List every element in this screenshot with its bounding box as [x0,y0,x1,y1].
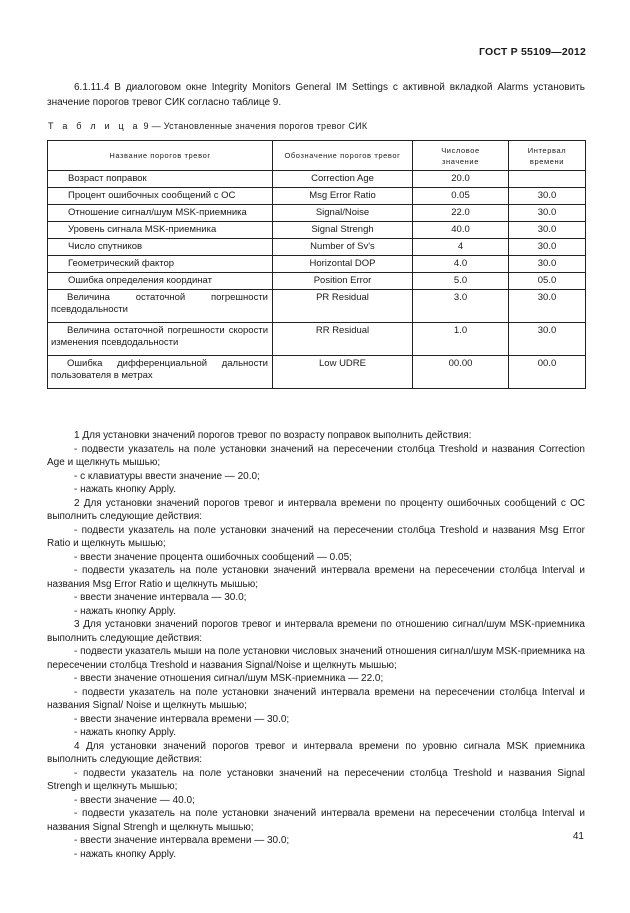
row-value: 1.0 [413,323,509,356]
row-name [48,290,273,323]
row-interval: 30.0 [509,239,586,256]
step-paragraph: - с клавиатуры ввести значение — 20.0; [74,470,260,482]
row-value: 20.0 [413,171,509,188]
step-paragraph: - подвести указатель на поле установки значений интервала времени на пересечении столбца Interval и названия Msg Error Ratio и щелкнуть мышью; [47,565,585,590]
intro-paragraph [47,80,585,110]
table-row [48,356,586,389]
table-row [48,256,586,273]
page-number: 41 [572,831,584,842]
table-caption-prefix: Т а б л и ц а [48,121,141,131]
table-caption [48,121,367,131]
step-paragraph: - ввести значение интервала — 30.0; [74,592,247,603]
row-designation: Horizontal DOP [273,256,413,273]
row-designation: RR Residual [273,323,413,356]
header-numeric: Числовое значение [413,141,509,171]
step-paragraph: - подвести указатель на поле установки значений на пересечении столбца Treshold и названия Msg Error Ratio и щелкнуть мышью; [47,524,585,549]
step-paragraph: - нажать кнопку Apply. [74,484,176,495]
step-paragraph: 4 Для установки значений порогов тревог и интервала времени по уровню сигнала MSK приемника выполнить следующие действия: [47,740,585,765]
row-designation: Signal Strengh [273,222,413,239]
step-paragraph: 2 Для установки значений порогов тревог и интервала времени по проценту ошибочных сообщений с ОС выполнить следующие действия: [47,497,585,522]
intro-text: 6.1.11.4 В диалоговом окне Integrity Monitors General IM Settings с активной вкладкой Alarms установить значение порогов тревог СИК согласно таблице 9. [47,82,585,108]
standard-number: ГОСТ Р 55109—2012 [478,46,586,58]
row-value: 22.0 [413,205,509,222]
table-row [48,188,586,205]
step-paragraph: - ввести значение интервала времени — 30.0; [74,835,290,846]
row-interval [509,171,586,188]
step-paragraph: - подвести указатель на поле установки значений интервала времени на пересечении столбца Interval и названия Signal Strengh и щелкнуть мышью; [47,808,585,833]
row-name-text: Величина остаточной погрешности псевдодальности [51,292,268,315]
row-designation: Number of Sv's [273,239,413,256]
row-name-text: Величина остаточной погрешности скорости изменения псевдодальности [51,325,268,348]
row-designation: Msg Error Ratio [273,188,413,205]
row-value: 0.05 [413,188,509,205]
row-interval: 30.0 [509,290,586,323]
header-designation: Обозначение порогов тревог [273,141,413,171]
row-name: Ошибка определения координат [48,273,273,290]
thresholds-table [47,140,586,389]
table-row [48,239,586,256]
step-paragraph: - нажать кнопку Apply. [74,605,176,617]
row-interval: 30.0 [509,188,586,205]
table-row [48,171,586,188]
step-paragraph: - ввести значение отношения сигнал/шум MSK-приемника — 22.0; [74,673,384,684]
row-name: Процент ошибочных сообщений с ОС [48,188,273,205]
table-row [48,273,586,290]
row-designation: Correction Age [273,171,413,188]
header-interval: Интервал времени [509,141,586,171]
row-interval: 00.0 [509,356,586,389]
table-row [48,323,586,356]
instruction-steps [47,429,585,861]
table-row [48,290,586,323]
row-interval: 05.0 [509,273,586,290]
step-paragraph: - нажать кнопку Apply. [74,727,176,738]
table-caption-text: 9 — Установленные значения порогов тревог СИК [143,121,368,131]
row-designation: PR Residual [273,290,413,323]
row-value: 00.00 [413,356,509,389]
row-name: Возраст поправок [48,171,273,188]
step-paragraph: - подвести указатель на поле установки значений на пересечении столбца Treshold и названия Correction Age и щелкнуть мышью; [47,443,585,468]
row-interval: 30.0 [509,205,586,222]
row-value: 4 [413,239,509,256]
row-interval: 30.0 [509,256,586,273]
row-name: Уровень сигнала MSK-приемника [48,222,273,239]
header-name: Название порогов тревог [48,141,273,171]
row-name: Геометрический фактор [48,256,273,273]
step-paragraph: - ввести значение процента ошибочных сообщений — 0.05; [74,551,352,563]
step-paragraph: - подвести указатель на поле установки значений на пересечении столбца Treshold и названия Signal Strengh и щелкнуть мышью; [47,767,585,792]
row-interval: 30.0 [509,323,586,356]
row-name [48,323,273,356]
row-designation: Low UDRE [273,356,413,389]
step-paragraph: - подвести указатель мыши на поле установки числовых значений отношения сигнал/шум MSK-приемника на пересечении столбца Treshold и названия Signal/Noise и щелкнуть мышью; [47,646,585,671]
step-paragraph: - подвести указатель на поле установки значений интервала времени на пересечении столбца Interval и названия Signal/ Noise и щелкнуть мышью; [47,686,585,711]
table-row [48,205,586,222]
step-paragraph: - ввести значение — 40.0; [74,794,195,806]
step-paragraph: - нажать кнопку Apply. [74,848,176,860]
row-name [48,356,273,389]
table-row [48,222,586,239]
row-designation: Position Error [273,273,413,290]
row-designation: Signal/Noise [273,205,413,222]
table-header-row [48,141,586,171]
row-value: 4.0 [413,256,509,273]
row-name-text: Ошибка дифференциальной дальности пользователя в метрах [51,358,268,381]
row-name: Отношение сигнал/шум MSK-приемника [48,205,273,222]
row-value: 3.0 [413,290,509,323]
row-name: Число спутников [48,239,273,256]
step-paragraph: 1 Для установки значений порогов тревог по возрасту поправок выполнить действия: [74,430,472,441]
step-paragraph: - ввести значение интервала времени — 30.0; [74,713,290,725]
row-value: 5.0 [413,273,509,290]
row-value: 40.0 [413,222,509,239]
step-paragraph: 3 Для установки значений порогов тревог и интервала времени по отношению сигнал/шум MSK-приемника выполнить следующие действия: [47,619,585,644]
row-interval: 30.0 [509,222,586,239]
